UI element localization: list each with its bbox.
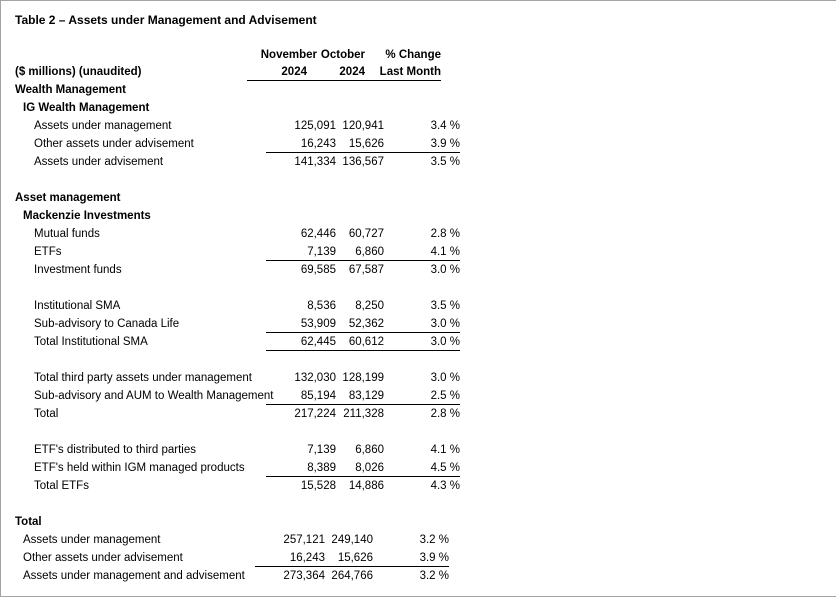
col-header-october: October <box>320 49 365 61</box>
value-november-2024: 273,364 <box>283 570 325 582</box>
row-values <box>266 117 460 135</box>
table-row <box>15 135 460 153</box>
row-label: Sub-advisory and AUM to Wealth Management <box>34 390 274 402</box>
header-spacer-cell <box>15 47 247 64</box>
value-october-2024: 8,250 <box>355 300 384 312</box>
row-values <box>266 333 460 351</box>
table-row <box>15 549 449 567</box>
table-spacer-row <box>15 423 441 441</box>
header-values-1 <box>247 47 441 64</box>
value-october-2024: 136,567 <box>342 156 384 168</box>
value-pct-change-last-month: 3.5 % <box>430 300 460 312</box>
value-november-2024 <box>255 99 325 117</box>
table-row <box>15 513 441 531</box>
unit-label: ($ millions) (unaudited) <box>15 66 142 78</box>
value-pct-change-last-month <box>373 99 449 117</box>
row-values <box>266 405 460 423</box>
value-november-2024: 62,446 <box>300 228 336 240</box>
table-spacer-row <box>15 351 441 369</box>
value-november-2024: 85,194 <box>300 390 336 402</box>
value-pct-change-last-month: 3.2 % <box>419 534 449 546</box>
table-row <box>15 243 460 261</box>
value-november-2024 <box>247 81 317 99</box>
value-october-2024: 14,886 <box>348 480 384 492</box>
table-spacer-row <box>15 495 441 513</box>
value-pct-change-last-month <box>365 81 441 99</box>
table-row <box>15 207 441 225</box>
value-october-2024: 120,941 <box>342 120 384 132</box>
col-header-last-month: Last Month <box>379 66 441 78</box>
value-pct-change-last-month: 3.0 % <box>430 372 460 384</box>
value-october-2024: 15,626 <box>348 138 384 150</box>
table-row <box>15 315 460 333</box>
value-october-2024: 264,766 <box>331 570 373 582</box>
value-pct-change-last-month <box>365 189 441 207</box>
value-pct-change-last-month: 2.5 % <box>430 390 460 402</box>
table-row <box>15 477 460 495</box>
table-row <box>15 567 449 585</box>
row-values <box>255 531 449 549</box>
value-november-2024: 7,139 <box>307 246 336 258</box>
row-values <box>255 207 449 225</box>
col-header-october-year: 2024 <box>339 66 365 78</box>
row-label: Mackenzie Investments <box>23 210 151 222</box>
row-label: Other assets under advisement <box>34 138 194 150</box>
value-november-2024: 132,030 <box>294 372 336 384</box>
row-label: Total ETFs <box>34 480 89 492</box>
value-pct-change-last-month: 3.5 % <box>430 156 460 168</box>
value-november-2024 <box>247 189 317 207</box>
value-october-2024: 249,140 <box>331 534 373 546</box>
value-october-2024: 6,860 <box>355 444 384 456</box>
table-row <box>15 153 460 171</box>
row-values <box>266 243 460 261</box>
value-pct-change-last-month: 4.3 % <box>430 480 460 492</box>
row-values <box>247 513 441 531</box>
value-pct-change-last-month: 4.1 % <box>430 444 460 456</box>
table-row <box>15 387 460 405</box>
value-november-2024: 257,121 <box>283 534 325 546</box>
col-header-pct-change: % Change <box>385 49 441 61</box>
value-pct-change-last-month: 4.5 % <box>430 462 460 474</box>
table-row <box>15 405 460 423</box>
value-october-2024 <box>317 189 365 207</box>
value-november-2024: 125,091 <box>294 120 336 132</box>
table-row <box>15 99 441 117</box>
value-pct-change-last-month: 3.0 % <box>430 318 460 330</box>
table-row <box>15 441 460 459</box>
row-label: Other assets under advisement <box>23 552 183 564</box>
row-label: Total <box>34 408 59 420</box>
row-values <box>255 567 449 585</box>
table-header-row-1 <box>15 47 441 64</box>
row-values <box>266 459 460 477</box>
value-pct-change-last-month: 3.2 % <box>419 570 449 582</box>
value-october-2024 <box>317 81 365 99</box>
value-november-2024 <box>247 513 317 531</box>
row-label: ETF's distributed to third parties <box>34 444 196 456</box>
value-october-2024: 60,612 <box>348 336 384 348</box>
row-label: Investment funds <box>34 264 122 276</box>
value-october-2024: 211,328 <box>343 408 384 420</box>
row-label: Assets under management and advisement <box>23 570 245 582</box>
value-pct-change-last-month: 3.0 % <box>430 264 460 276</box>
value-november-2024: 69,585 <box>300 264 336 276</box>
row-label: Total Institutional SMA <box>34 336 148 348</box>
row-label: Total <box>15 516 42 528</box>
value-october-2024 <box>325 207 373 225</box>
value-october-2024 <box>317 513 365 531</box>
value-november-2024: 16,243 <box>300 138 336 150</box>
header-values-2 <box>247 64 441 81</box>
value-november-2024 <box>255 207 325 225</box>
table-row <box>15 297 460 315</box>
value-pct-change-last-month: 2.8 % <box>430 228 460 240</box>
value-november-2024: 53,909 <box>300 318 336 330</box>
value-pct-change-last-month: 3.9 % <box>430 138 460 150</box>
row-label: Asset management <box>15 192 121 204</box>
row-label: Institutional SMA <box>34 300 121 312</box>
value-pct-change-last-month: 3.4 % <box>430 120 460 132</box>
row-label: Assets under advisement <box>34 156 164 168</box>
row-label: ETF's held within IGM managed products <box>34 462 245 474</box>
table-row <box>15 459 460 477</box>
table-row <box>15 333 460 351</box>
value-november-2024: 141,334 <box>294 156 336 168</box>
table-row <box>15 117 460 135</box>
value-october-2024: 128,199 <box>342 372 384 384</box>
aum-table <box>15 47 460 585</box>
row-values <box>266 261 460 279</box>
row-values <box>247 189 441 207</box>
table-body <box>15 81 460 585</box>
row-values <box>266 387 460 405</box>
table-header-row-2 <box>15 64 441 81</box>
value-october-2024: 67,587 <box>348 264 384 276</box>
row-values <box>266 477 460 495</box>
value-october-2024: 83,129 <box>348 390 384 402</box>
row-values <box>266 153 460 171</box>
col-header-november-year: 2024 <box>281 66 307 78</box>
value-november-2024: 15,528 <box>300 480 336 492</box>
table-row <box>15 261 460 279</box>
value-pct-change-last-month: 4.1 % <box>430 246 460 258</box>
row-label: Sub-advisory to Canada Life <box>34 318 180 330</box>
value-pct-change-last-month <box>365 513 441 531</box>
value-october-2024: 8,026 <box>355 462 384 474</box>
table-spacer-row <box>15 279 441 297</box>
row-label: Mutual funds <box>34 228 100 240</box>
value-october-2024 <box>325 99 373 117</box>
value-november-2024: 7,139 <box>307 444 336 456</box>
value-october-2024: 60,727 <box>348 228 384 240</box>
row-values <box>266 225 460 243</box>
value-october-2024: 52,362 <box>348 318 384 330</box>
table-row <box>15 189 441 207</box>
value-november-2024: 8,536 <box>307 300 336 312</box>
value-pct-change-last-month <box>373 207 449 225</box>
value-october-2024: 6,860 <box>355 246 384 258</box>
row-values <box>266 315 460 333</box>
table-row <box>15 225 460 243</box>
value-pct-change-last-month: 3.0 % <box>430 336 460 348</box>
row-values <box>266 441 460 459</box>
table-spacer-row <box>15 171 441 189</box>
value-pct-change-last-month: 2.8 % <box>430 408 460 420</box>
value-october-2024: 15,626 <box>337 552 373 564</box>
table-row <box>15 81 441 99</box>
row-values <box>247 81 441 99</box>
value-november-2024: 16,243 <box>289 552 325 564</box>
row-label: Assets under management <box>23 534 161 546</box>
table-row <box>15 531 449 549</box>
row-label: IG Wealth Management <box>23 102 150 114</box>
value-november-2024: 62,445 <box>300 336 336 348</box>
table-title: Table 2 – Assets under Management and Advisement <box>15 13 317 27</box>
col-header-november: November <box>260 49 317 61</box>
row-label: Total third party assets under management <box>34 372 252 384</box>
row-label: Wealth Management <box>15 84 126 96</box>
row-label: Assets under management <box>34 120 172 132</box>
row-values <box>266 135 460 153</box>
row-values <box>266 369 460 387</box>
value-november-2024: 8,389 <box>307 462 336 474</box>
value-pct-change-last-month: 3.9 % <box>419 552 449 564</box>
table-row <box>15 369 460 387</box>
value-november-2024: 217,224 <box>294 408 336 420</box>
row-values <box>255 549 449 567</box>
row-values <box>255 99 449 117</box>
row-label: ETFs <box>34 246 62 258</box>
row-values <box>266 297 460 315</box>
